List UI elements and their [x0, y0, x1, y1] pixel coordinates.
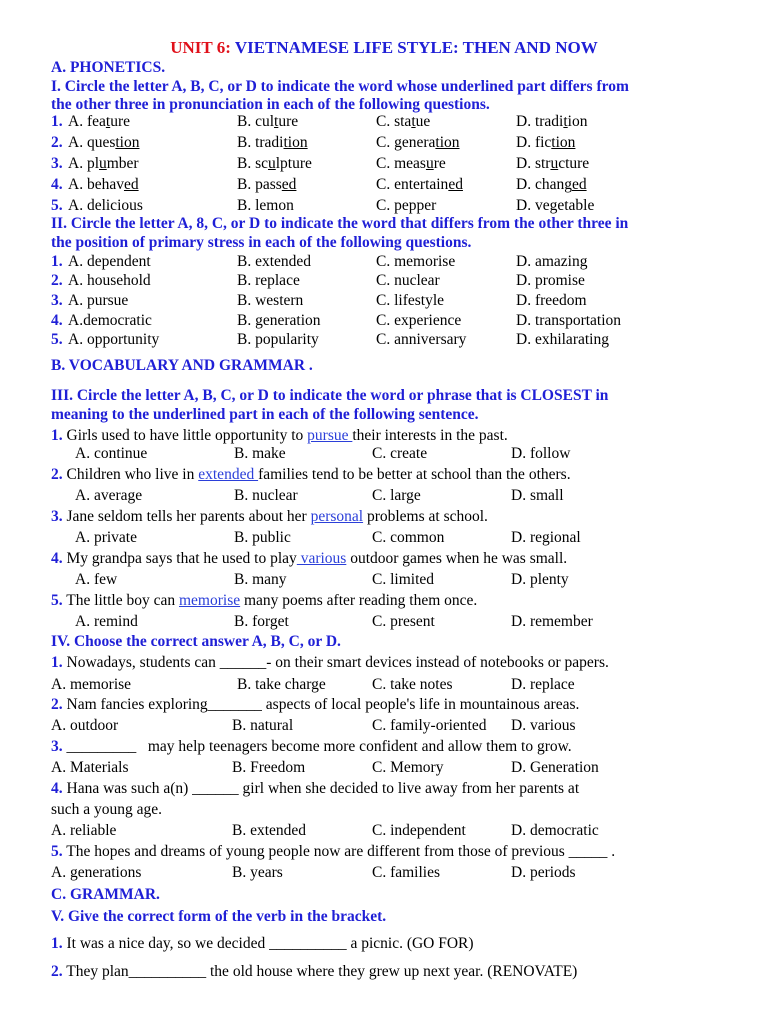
option-c: C. nuclear	[376, 272, 440, 289]
option-d: D. structure	[516, 155, 590, 172]
question-number: 1.	[51, 654, 63, 671]
option-a: A. behaved	[68, 176, 139, 193]
underlined-word: memorise	[179, 592, 241, 609]
ex4-question-4: 4. Hana was such a(n) ______ girl when she decided to live away from her parents at	[51, 780, 580, 797]
option-b: B. forget	[234, 613, 289, 630]
question-number: 1.	[51, 253, 63, 270]
question-number: 2.	[51, 272, 63, 289]
option-b: B. passed	[237, 176, 297, 193]
ex4-question-3: 3. _________ may help teenagers become more confident and allow them to grow.	[51, 738, 572, 755]
option-d: D. vegetable	[516, 197, 595, 214]
option-d: D. replace	[511, 676, 575, 693]
page-title	[0, 38, 768, 58]
option-c: C. pepper	[376, 197, 437, 214]
option-a: A. outdoor	[51, 717, 119, 734]
option-d: D. small	[511, 487, 564, 504]
question-number: 3.	[51, 738, 63, 755]
option-c: C. experience	[376, 312, 462, 329]
question-number: 4.	[51, 312, 63, 329]
option-d: D. regional	[511, 529, 581, 546]
ex1-instruction-line1: I. Circle the letter A, B, C, or D to indicate the word whose underlined part differs from	[51, 78, 629, 95]
question-number: 3.	[51, 155, 63, 172]
option-d: D. tradition	[516, 113, 588, 130]
question-number: 1.	[51, 113, 63, 130]
option-d: D. fiction	[516, 134, 576, 151]
ex1-row-4	[51, 175, 751, 195]
unit-label: UNIT 6:	[170, 38, 231, 57]
option-a: A.democratic	[68, 312, 152, 329]
option-d: D. amazing	[516, 253, 588, 270]
option-d: D. changed	[516, 176, 587, 193]
underlined-word: various	[296, 550, 347, 567]
question-number: 5.	[51, 197, 63, 214]
option-a: A. Materials	[51, 759, 129, 776]
option-b: B. public	[234, 529, 291, 546]
title-text: VIETNAMESE LIFE STYLE: THEN AND NOW	[230, 38, 598, 57]
option-d: D. various	[511, 717, 576, 734]
question-number: 2.	[51, 696, 63, 713]
option-a: A. generations	[51, 864, 142, 881]
option-a: A. opportunity	[68, 331, 160, 348]
section-c-heading: C. GRAMMAR.	[51, 886, 160, 903]
question-number: 4.	[51, 780, 63, 797]
question-number: 1.	[51, 935, 63, 952]
option-b: B. popularity	[237, 331, 319, 348]
question-number: 4.	[51, 550, 63, 567]
ex1-row-3	[51, 154, 751, 174]
option-a: A. question	[68, 134, 140, 151]
option-d: D. plenty	[511, 571, 569, 588]
option-b: B. Freedom	[232, 759, 306, 776]
ex4-options-3	[51, 758, 751, 778]
ex3-options-2	[51, 486, 751, 506]
option-d: D. exhilarating	[516, 331, 609, 348]
option-b: B. extended	[232, 822, 307, 839]
option-c: C. lifestyle	[376, 292, 445, 309]
question-number: 5.	[51, 592, 63, 609]
ex4-question-4-cont: such a young age.	[51, 801, 163, 818]
underlined-word: extended	[198, 466, 259, 483]
underlined-word: pursue	[307, 427, 353, 444]
option-b: B. extended	[237, 253, 312, 270]
option-a: A. feature	[68, 113, 130, 130]
option-c: C. present	[372, 613, 435, 630]
option-b: B. many	[234, 571, 287, 588]
option-b: B. natural	[232, 717, 294, 734]
underlined-word: personal	[310, 508, 364, 525]
ex5-question-2: 2. They plan__________ the old house where they grew up next year. (RENOVATE)	[51, 963, 578, 980]
ex4-question-1: 1. Nowadays, students can ______- on their smart devices instead of notebooks or papers.	[51, 654, 609, 671]
ex2-row-1	[51, 252, 751, 272]
option-c: C. family-oriented	[372, 717, 487, 734]
question-number: 5.	[51, 843, 63, 860]
question-number: 4.	[51, 176, 63, 193]
ex3-options-1	[51, 444, 751, 464]
option-b: B. replace	[237, 272, 300, 289]
ex4-question-5: 5. The hopes and dreams of young people now are different from those of previous _____ .	[51, 843, 616, 860]
option-c: C. anniversary	[376, 331, 467, 348]
option-a: A. average	[75, 487, 143, 504]
question-number: 3.	[51, 292, 63, 309]
ex3-question-2: 2. Children who live in extended families tend to be better at school than the others.	[51, 466, 571, 483]
ex4-options-1	[51, 675, 751, 695]
section-b-heading: B. VOCABULARY AND GRAMMAR .	[51, 357, 313, 374]
ex3-options-3	[51, 528, 751, 548]
ex3-question-1: 1. Girls used to have little opportunity to pursue their interests in the past.	[51, 427, 508, 444]
option-c: C. common	[372, 529, 445, 546]
ex3-options-5	[51, 612, 751, 632]
ex3-options-4	[51, 570, 751, 590]
ex2-row-5	[51, 330, 751, 350]
option-b: B. generation	[237, 312, 321, 329]
ex3-instruction-line1: III. Circle the letter A, B, C, or D to indicate the word or phrase that is CLOSEST in	[51, 387, 609, 404]
option-c: C. independent	[372, 822, 466, 839]
ex2-row-4	[51, 311, 751, 331]
option-a: A. plumber	[68, 155, 139, 172]
option-d: D. remember	[511, 613, 593, 630]
option-a: A. continue	[75, 445, 148, 462]
ex4-options-4	[51, 821, 751, 841]
ex3-question-4: 4. My grandpa says that he used to play various outdoor games when he was small.	[51, 550, 568, 567]
option-a: A. remind	[75, 613, 138, 630]
option-a: A. dependent	[68, 253, 151, 270]
section-a-heading: A. PHONETICS.	[51, 59, 166, 76]
question-number: 1.	[51, 427, 63, 444]
option-a: A. private	[75, 529, 137, 546]
option-b: B. sculpture	[237, 155, 312, 172]
ex4-question-2: 2. Nam fancies exploring_______ aspects of local people's life in mountainous areas.	[51, 696, 580, 713]
option-c: C. Memory	[372, 759, 444, 776]
option-a: A. few	[75, 571, 118, 588]
option-a: A. pursue	[68, 292, 129, 309]
option-c: C. generation	[376, 134, 460, 151]
option-a: A. reliable	[51, 822, 117, 839]
option-d: D. follow	[511, 445, 571, 462]
option-c: C. limited	[372, 571, 434, 588]
ex5-question-1: 1. It was a nice day, so we decided __________ a picnic. (GO FOR)	[51, 935, 474, 952]
ex3-instruction-line2: meaning to the underlined part in each of the following sentence.	[51, 406, 479, 423]
ex2-row-2	[51, 271, 751, 291]
ex3-question-3: 3. Jane seldom tells her parents about her personal problems at school.	[51, 508, 488, 525]
option-b: B. take charge	[237, 676, 326, 693]
ex1-instruction-line2: the other three in pronunciation in each of the following questions.	[51, 96, 490, 113]
ex2-instruction-line2: the position of primary stress in each of the following questions.	[51, 234, 472, 251]
ex5-instruction: V. Give the correct form of the verb in the bracket.	[51, 908, 387, 925]
option-c: C. statue	[376, 113, 431, 130]
option-c: C. large	[372, 487, 421, 504]
question-number: 2.	[51, 466, 63, 483]
option-d: D. freedom	[516, 292, 587, 309]
option-b: B. years	[232, 864, 283, 881]
option-b: B. make	[234, 445, 286, 462]
option-c: C. measure	[376, 155, 446, 172]
ex2-row-3	[51, 291, 751, 311]
option-a: A. delicious	[68, 197, 143, 214]
question-number: 5.	[51, 331, 63, 348]
question-number: 2.	[51, 963, 63, 980]
ex4-options-5	[51, 863, 751, 883]
option-d: D. Generation	[511, 759, 599, 776]
option-b: B. nuclear	[234, 487, 298, 504]
option-b: B. culture	[237, 113, 299, 130]
option-c: C. create	[372, 445, 428, 462]
ex4-instruction: IV. Choose the correct answer A, B, C, or D.	[51, 633, 341, 650]
ex1-row-5	[51, 196, 751, 216]
ex1-row-1	[51, 112, 751, 132]
option-d: D. periods	[511, 864, 576, 881]
option-d: D. transportation	[516, 312, 622, 329]
option-a: A. memorise	[51, 676, 132, 693]
option-c: C. take notes	[372, 676, 453, 693]
option-c: C. memorise	[376, 253, 456, 270]
question-number: 3.	[51, 508, 63, 525]
option-a: A. household	[68, 272, 151, 289]
option-c: C. families	[372, 864, 441, 881]
option-d: D. promise	[516, 272, 585, 289]
option-b: B. western	[237, 292, 304, 309]
question-number: 2.	[51, 134, 63, 151]
option-b: B. lemon	[237, 197, 294, 214]
ex2-instruction-line1: II. Circle the letter A, 8, C, or D to indicate the word that differs from the other three in	[51, 215, 629, 232]
option-d: D. democratic	[511, 822, 599, 839]
option-c: C. entertained	[376, 176, 463, 193]
ex1-row-2	[51, 133, 751, 153]
ex3-question-5: 5. The little boy can memorise many poems after reading them once.	[51, 592, 478, 609]
option-b: B. tradition	[237, 134, 308, 151]
ex4-options-2	[51, 716, 751, 736]
